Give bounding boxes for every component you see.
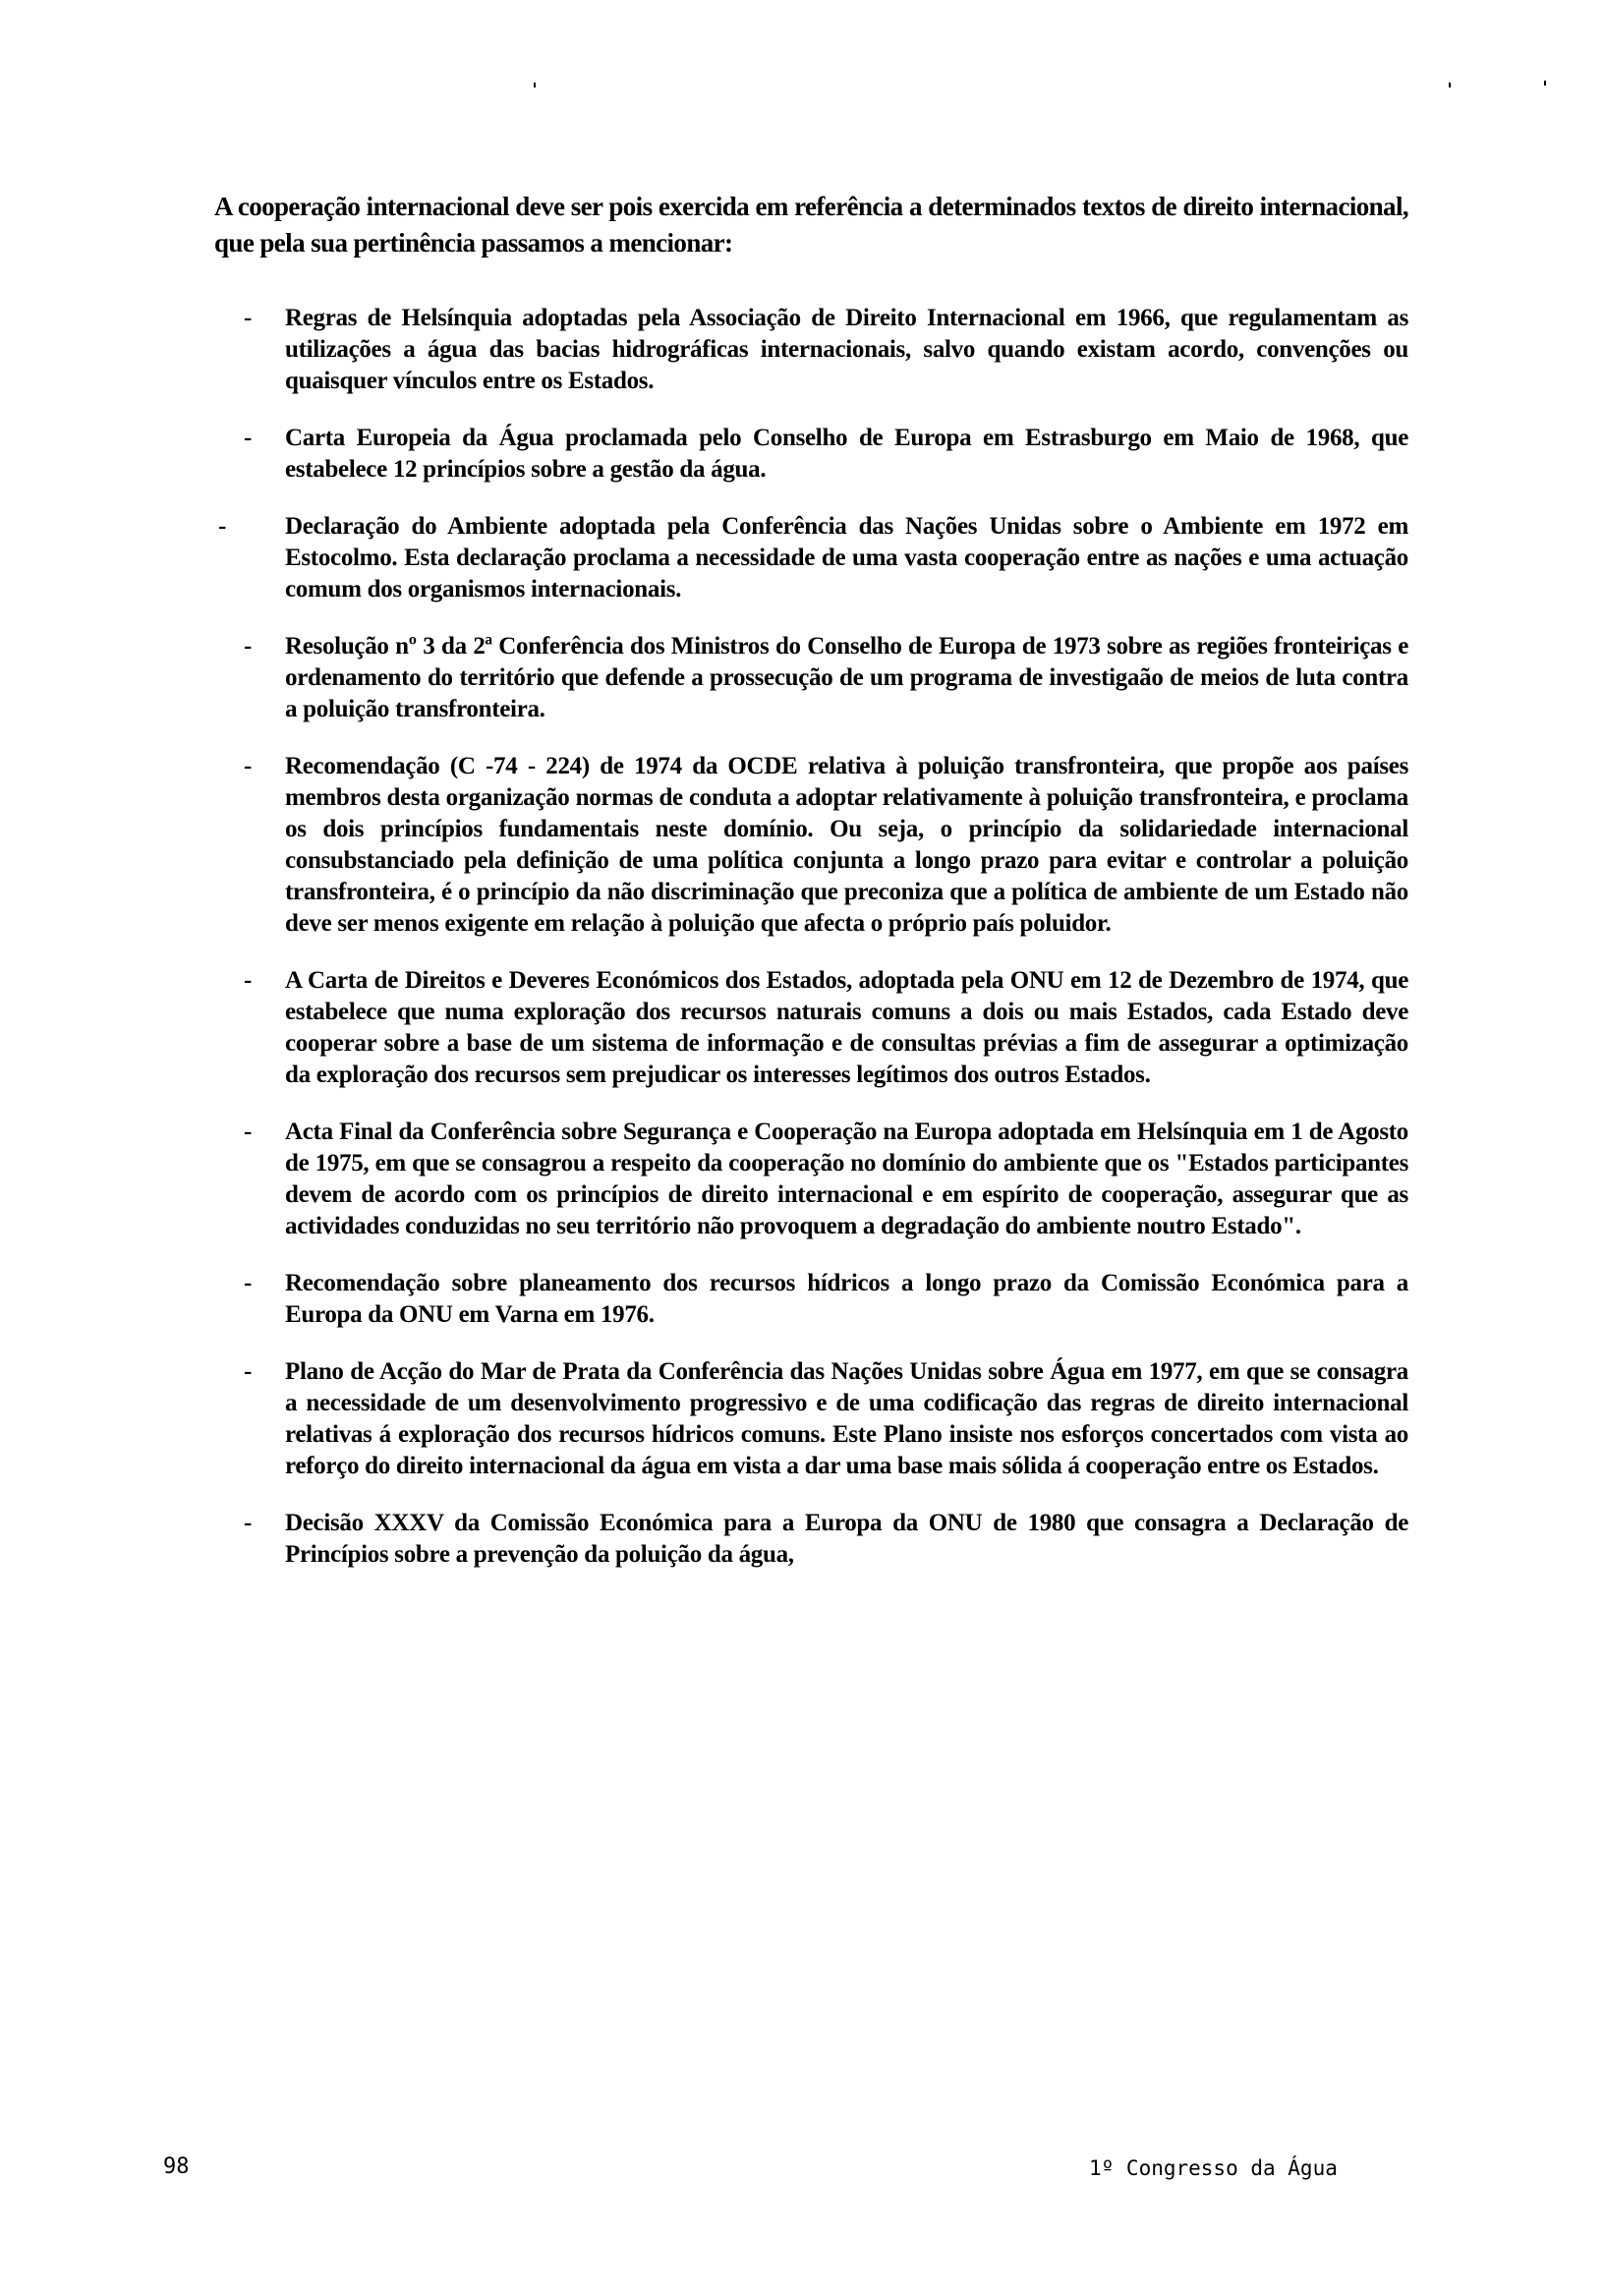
- dash-bullet-icon: -: [218, 513, 227, 540]
- dash-bullet-icon: -: [244, 1270, 253, 1296]
- list-item-text: Recomendação sobre planeamento dos recursos hídricos a longo prazo da Comissão Económica para a Europa da ONU em Varna em 1976.: [285, 1270, 1408, 1328]
- scan-artifact: [1449, 83, 1451, 87]
- page-number: 98: [163, 2154, 190, 2179]
- list-item: [214, 631, 1408, 725]
- list-item-text: A Carta de Direitos e Deveres Económicos dos Estados, adoptada pela ONU em 12 de Dezembro de 1974, que estabelece que numa exploração dos recursos naturais comuns a dois ou mais Estados, cada Estado deve cooperar sobre a base de um sistema de informação e de consultas prévias a fim de assegurar a optimização da exploração dos recursos sem prejudicar os interesses legítimos dos outros Estados.: [285, 967, 1408, 1088]
- list-item-text: Regras de Helsínquia adoptadas pela Associação de Direito Internacional em 1966, que regulamentam as utilizações a água das bacias hidrográficas internacionais, salvo quando existam acordo, convenções ou quaisquer vínculos entre os Estados.: [285, 305, 1408, 394]
- list-item-text: Plano de Acção do Mar de Prata da Conferência das Nações Unidas sobre Água em 1977, em que se consagra a necessidade de um desenvolvimento progressivo e de uma codificação das regras de direito internacional relativas á exploração dos recursos hídricos comuns. Este Plano insiste nos esforços concertados com vista ao reforço do direito internacional da água em vista a dar uma base mais sólida á cooperação entre os Estados.: [285, 1358, 1408, 1479]
- dash-bullet-icon: -: [244, 633, 253, 660]
- publication-title: 1º Congresso da Água: [1089, 2156, 1338, 2180]
- dash-bullet-icon: -: [244, 967, 253, 994]
- list-item: [214, 1268, 1408, 1331]
- list-item: [214, 1508, 1408, 1571]
- dash-bullet-icon: -: [244, 1119, 253, 1145]
- dash-bullet-icon: -: [244, 425, 253, 451]
- dash-bullet-icon: -: [244, 753, 253, 779]
- legal-texts-list: [214, 303, 1408, 1596]
- list-item-text: Recomendação (C -74 - 224) de 1974 da OCDE relativa à poluição transfronteira, que propõe aos países membros desta organização normas de conduta a adoptar relativamente à poluição transfronteira, e proclama os dois princípios fundamentais neste domínio. Ou seja, o princípio da solidariedade internacional consubstanciado pela definição de uma política conjunta a longo prazo para evitar e controlar a poluição transfronteira, é o princípio da não discriminação que preconiza que a política de ambiente de um Estado não deve ser menos exigente em relação à poluição que afecta o próprio país poluidor.: [285, 753, 1408, 937]
- list-item-text: Declaração do Ambiente adoptada pela Conferência das Nações Unidas sobre o Ambiente em 1972 em Estocolmo. Esta declaração proclama a necessidade de uma vasta cooperação entre as nações e uma actuação comum dos organismos internacionais.: [285, 513, 1408, 603]
- list-item-text: Decisão XXXV da Comissão Económica para a Europa da ONU de 1980 que consagra a Declaração de Princípios sobre a prevenção da poluição da água,: [285, 1510, 1408, 1568]
- list-item: [214, 751, 1408, 940]
- scan-artifact: [1544, 81, 1546, 86]
- dash-bullet-icon: -: [244, 1358, 253, 1385]
- scan-artifact: [534, 83, 536, 87]
- list-item: [214, 1117, 1408, 1242]
- list-item: [214, 303, 1408, 397]
- list-item: [214, 423, 1408, 486]
- list-item: [214, 511, 1408, 605]
- dash-bullet-icon: -: [244, 305, 253, 331]
- dash-bullet-icon: -: [244, 1510, 253, 1536]
- list-item: [214, 1356, 1408, 1482]
- intro-paragraph: A cooperação internacional deve ser pois exercida em referência a determinados textos de direito internacional, que pela sua pertinência passamos a mencionar:: [214, 192, 1408, 258]
- list-item: [214, 965, 1408, 1091]
- list-item-text: Acta Final da Conferência sobre Segurança e Cooperação na Europa adoptada em Helsínquia em 1 de Agosto de 1975, em que se consagrou a respeito da cooperação no domínio do ambiente que os "Estados participantes devem de acordo com os princípios de direito internacional e em espírito de cooperação, assegurar que as actividades conduzidas no seu território não provoquem a degradação do ambiente noutro Estado".: [285, 1119, 1408, 1239]
- list-item-text: Carta Europeia da Água proclamada pelo Conselho de Europa em Estrasburgo em Maio de 1968, que estabelece 12 princípios sobre a gestão da água.: [285, 425, 1408, 483]
- list-item-text: Resolução nº 3 da 2ª Conferência dos Ministros do Conselho de Europa de 1973 sobre as regiões fronteiriças e ordenamento do território que defende a prossecução de um programa de investigaão de meios de luta contra a poluição transfronteira.: [285, 633, 1408, 722]
